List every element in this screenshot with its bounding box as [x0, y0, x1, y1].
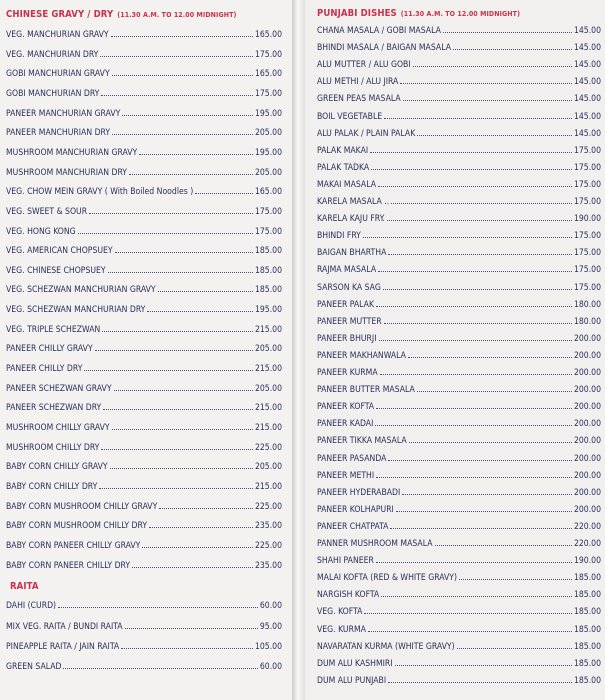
menu-item — [317, 470, 601, 482]
menu-item-price: 215.00 — [254, 324, 282, 335]
menu-item-price: 175.00 — [573, 248, 601, 259]
dot-leader — [129, 167, 253, 175]
menu-item-name: KARELA KAJU FRY. — [317, 214, 386, 225]
punjabi-section-heading: PUNJABI DISHES — [317, 8, 397, 19]
page-fold — [292, 0, 305, 700]
menu-item — [6, 363, 282, 375]
menu-item — [317, 162, 601, 174]
menu-item — [317, 401, 601, 413]
menu-item-price: 200.00 — [573, 470, 601, 481]
dot-leader — [390, 521, 572, 529]
menu-item — [317, 555, 601, 567]
menu-item-name: MUSHROOM CHILLY DRY — [6, 442, 100, 453]
menu-item-name: ALU MUTTER / ALU GOBI — [317, 60, 411, 71]
menu-item — [317, 299, 601, 311]
menu-item — [6, 88, 282, 100]
menu-item-name: BABY CORN MUSHROOM CHILLY GRAVY — [6, 501, 158, 512]
menu-item — [6, 520, 282, 532]
dot-leader — [139, 147, 253, 155]
menu-item — [6, 402, 282, 414]
menu-item-price: 215.00 — [254, 403, 282, 414]
dot-leader — [413, 59, 572, 67]
menu-item — [317, 624, 601, 636]
menu-item-price: 220.00 — [573, 539, 601, 549]
dot-leader — [435, 538, 572, 546]
menu-item — [317, 196, 601, 208]
menu-item — [317, 418, 601, 430]
dot-leader — [443, 25, 572, 33]
menu-item — [317, 179, 601, 191]
raita-section-heading: RAITA — [10, 581, 39, 593]
menu-item-price: 185.00 — [573, 624, 601, 635]
menu-item-name: DUM ALU KASHMIRI — [317, 658, 393, 669]
dot-leader — [111, 29, 253, 37]
menu-item — [317, 606, 601, 618]
menu-item-price: 200.00 — [573, 419, 601, 430]
menu-item-price: 215.00 — [254, 364, 282, 375]
menu-item-price: 145.00 — [573, 128, 601, 139]
dot-leader — [402, 487, 572, 495]
dot-leader — [375, 418, 572, 426]
menu-item-name: MAKAI MASALA — [317, 179, 377, 190]
menu-item — [317, 487, 601, 499]
menu-item-price: 195.00 — [254, 147, 282, 158]
menu-item-price: 185.00 — [573, 590, 601, 601]
menu-item-price: 165.00 — [254, 30, 282, 40]
menu-item-name: SHAHI PANEER — [317, 556, 374, 567]
menu-item-price: 185.00 — [573, 607, 601, 618]
menu-item-price: 145.00 — [573, 77, 601, 88]
dot-leader — [149, 520, 253, 528]
dot-leader — [403, 93, 572, 101]
dot-leader — [391, 196, 572, 204]
menu-item-price: 145.00 — [573, 26, 601, 36]
menu-item — [317, 504, 601, 516]
dot-leader — [132, 560, 253, 568]
dot-leader — [384, 111, 572, 119]
dot-leader — [122, 108, 253, 116]
menu-item — [6, 186, 282, 198]
dot-leader — [400, 76, 572, 84]
menu-item — [6, 540, 282, 552]
menu-item-name: PANNER MUSHROOM MASALA — [317, 539, 433, 549]
menu-item — [6, 284, 282, 296]
menu-item-name: MUSHROOM MANCHURIAN DRY — [6, 167, 128, 178]
menu-item — [6, 641, 282, 653]
menu-item — [317, 93, 601, 105]
dot-leader — [147, 304, 253, 312]
menu-item-name: VEG. TRIPLE SCHEZWAN — [6, 324, 101, 335]
dot-leader — [370, 145, 572, 153]
menu-item-name: KARELA MASALA .. — [317, 197, 390, 207]
dot-leader — [112, 422, 253, 430]
menu-item-name: MIX VEG. RAITA / BUNDI RAITA — [6, 621, 123, 632]
dot-leader — [78, 226, 253, 234]
menu-item-price: 175.00 — [573, 231, 601, 242]
menu-item-name: BABY CORN CHILLY GRAVY — [6, 462, 108, 473]
menu-item-price: 190.00 — [573, 214, 601, 225]
menu-item — [6, 206, 282, 218]
menu-item-name: PANEER BHURJI — [317, 333, 377, 344]
menu-item-name: MUSHROOM MANCHURIAN GRAVY — [6, 147, 138, 158]
menu-item — [6, 265, 282, 277]
menu-item-price: 145.00 — [573, 60, 601, 71]
dot-leader — [379, 333, 572, 341]
menu-item — [317, 350, 601, 362]
menu-item — [317, 59, 601, 71]
menu-item — [317, 230, 601, 242]
menu-item-price: 215.00 — [254, 423, 282, 433]
menu-item — [317, 316, 601, 328]
dot-leader — [121, 641, 253, 649]
menu-item-price: 200.00 — [573, 487, 601, 498]
dot-leader — [112, 127, 253, 135]
menu-item-price: 60.00 — [259, 601, 282, 612]
menu-item-price: 175.00 — [573, 162, 601, 173]
menu-item-price: 205.00 — [254, 383, 282, 394]
dot-leader — [457, 641, 572, 649]
menu-item — [317, 213, 601, 225]
dot-leader — [376, 470, 572, 478]
menu-item-name: PANEER CHILLY GRAVY — [6, 344, 93, 355]
menu-item — [6, 343, 282, 355]
right-column — [305, 0, 605, 700]
dot-leader — [363, 230, 572, 238]
menu-item-price: 175.00 — [573, 179, 601, 190]
menu-item-price: 225.00 — [254, 501, 282, 512]
dot-leader — [102, 324, 253, 332]
chinese-section-heading: CHINESE GRAVY / DRY — [6, 9, 114, 20]
menu-item-name: MUSHROOM CHILLY GRAVY — [6, 423, 110, 433]
menu-item-name: PANEER CHILLY DRY — [6, 364, 83, 375]
dot-leader — [376, 555, 572, 563]
menu-item-price: 185.00 — [254, 285, 282, 296]
menu-item-name: PANEER SCHEZWAN GRAVY — [6, 383, 112, 394]
menu-item-price: 200.00 — [573, 350, 601, 361]
menu-item — [317, 111, 601, 123]
menu-item-name: PANEER KOLHAPURI — [317, 504, 394, 515]
menu-item-name: PANEER PASANDA — [317, 453, 387, 464]
menu-item-price: 145.00 — [573, 111, 601, 122]
menu-item-name: PANEER HYDERABADI — [317, 487, 401, 498]
menu-item — [6, 68, 282, 80]
dot-leader — [114, 383, 253, 391]
menu-item — [317, 76, 601, 88]
menu-item — [317, 538, 601, 550]
menu-item-price: 175.00 — [573, 197, 601, 207]
menu-item-price: 215.00 — [254, 481, 282, 492]
menu-item-price: 145.00 — [573, 94, 601, 105]
menu-item-price: 200.00 — [573, 402, 601, 413]
menu-item — [6, 422, 282, 434]
menu-item — [317, 128, 601, 140]
menu-item-price: 225.00 — [254, 442, 282, 453]
menu-item — [6, 481, 282, 493]
menu-item — [317, 25, 601, 37]
menu-item-name: PANEER PALAK — [317, 299, 375, 310]
menu-item — [6, 127, 282, 139]
menu-item-name: SARSON KA SAG — [317, 282, 381, 293]
menu-item — [6, 501, 282, 513]
menu-item-name: VEG. AMERICAN CHOPSUEY — [6, 246, 113, 257]
dot-leader — [63, 661, 257, 669]
menu-item — [6, 383, 282, 395]
menu-item — [6, 600, 282, 612]
menu-item-name: PALAK TADKA — [317, 162, 370, 173]
dot-leader — [115, 245, 253, 253]
dot-leader — [383, 282, 572, 290]
menu-item-price: 175.00 — [254, 88, 282, 99]
menu-item — [317, 282, 601, 294]
dot-leader — [158, 284, 253, 292]
dot-leader — [376, 299, 572, 307]
dot-leader — [371, 162, 572, 170]
dot-leader — [388, 247, 572, 255]
menu-item-name: PANEER METHI — [317, 470, 375, 481]
menu-item-name: PANEER SCHEZWAN DRY — [6, 403, 102, 414]
menu-item — [317, 572, 601, 584]
menu-item-name: CHANA MASALA / GOBI MASALA — [317, 26, 441, 36]
menu-item-price: 145.00 — [573, 43, 601, 54]
dot-leader — [125, 621, 258, 629]
dot-leader — [376, 401, 572, 409]
menu-item-name: BABY CORN PANEER CHILLY DRY — [6, 560, 131, 571]
menu-item-price: 200.00 — [573, 385, 601, 396]
menu-item-name: GREEN SALAD — [6, 662, 62, 673]
menu-item-price: 190.00 — [573, 556, 601, 567]
dot-leader — [453, 42, 572, 50]
raita-section-title — [10, 581, 39, 592]
menu-item-name: MALAI KOFTA (RED & WHITE GRAVY) — [317, 573, 457, 584]
menu-item-price: 175.00 — [573, 265, 601, 276]
menu-item-name: GOBI MANCHURIAN DRY — [6, 88, 100, 99]
menu-item-price: 180.00 — [573, 316, 601, 327]
menu-item-name: PANEER KADAI — [317, 419, 374, 430]
menu-item-name: VEG. KURMA — [317, 624, 366, 635]
menu-item-price: 200.00 — [573, 368, 601, 378]
dot-leader — [387, 213, 572, 221]
menu-item-price: 175.00 — [573, 282, 601, 293]
dot-leader — [388, 453, 572, 461]
menu-item — [317, 435, 601, 447]
menu-item-price: 165.00 — [254, 187, 282, 198]
menu-item-name: VEG. HONG KONG — [6, 226, 76, 237]
menu-item-name: GOBI MANCHURIAN GRAVY — [6, 69, 110, 80]
menu-item-price: 200.00 — [573, 504, 601, 515]
menu-item-name: BOIL VEGETABLE — [317, 111, 383, 122]
menu-item-price: 200.00 — [573, 453, 601, 464]
punjabi-section-title — [317, 8, 520, 19]
punjabi-section-timing: (11.30 A.M. TO 12.00 MIDNIGHT) — [400, 10, 521, 18]
menu-item — [317, 453, 601, 465]
menu-item — [6, 461, 282, 473]
menu-item — [317, 247, 601, 259]
menu-item-price: 165.00 — [254, 69, 282, 80]
menu-item-price: 185.00 — [573, 675, 601, 686]
menu-item-name: PANEER MANCHURIAN DRY — [6, 128, 111, 139]
dot-leader — [89, 206, 253, 214]
menu-item — [317, 42, 601, 54]
dot-leader — [142, 540, 253, 548]
menu-item — [6, 324, 282, 336]
dot-leader — [101, 88, 253, 96]
dot-leader — [364, 606, 572, 614]
dot-leader — [417, 384, 572, 392]
menu-item — [317, 145, 601, 157]
menu-item-price: 105.00 — [254, 642, 282, 652]
menu-item-name: RAJMA MASALA — [317, 265, 377, 276]
menu-item-name: BABY CORN MUSHROOM CHILLY DRY — [6, 521, 148, 532]
menu-item-price: 175.00 — [573, 145, 601, 156]
menu-item-price: 205.00 — [254, 167, 282, 178]
dot-leader — [381, 589, 572, 597]
dot-leader — [409, 435, 572, 443]
menu-item-price: 235.00 — [254, 521, 282, 532]
menu-item — [6, 304, 282, 316]
menu-item — [317, 658, 601, 670]
dot-leader — [408, 350, 572, 358]
menu-item-name: BHINDI FRY — [317, 231, 361, 242]
menu-item-name: NARGISH KOFTA — [317, 590, 380, 601]
dot-leader — [159, 501, 253, 509]
menu-item-name: DAHI (CURD) — [6, 601, 57, 612]
menu-item — [6, 226, 282, 238]
menu-item — [317, 384, 601, 396]
dot-leader — [84, 363, 253, 371]
menu-item-price: 175.00 — [254, 226, 282, 237]
menu-item-price: 195.00 — [254, 108, 282, 119]
menu-item-price: 205.00 — [254, 128, 282, 139]
menu-item-price: 195.00 — [254, 305, 282, 316]
menu-item — [317, 675, 601, 687]
menu-item — [6, 29, 282, 41]
menu-item-price: 205.00 — [254, 344, 282, 355]
dot-leader — [380, 367, 572, 375]
dot-leader — [417, 128, 572, 136]
menu-item-name: VEG. MANCHURIAN GRAVY — [6, 30, 109, 40]
menu-item-name: PANEER MUTTER — [317, 316, 382, 327]
menu-item-name: PANEER TIKKA MASALA — [317, 436, 407, 447]
menu-item-name: PANEER MANCHURIAN GRAVY — [6, 108, 121, 119]
menu-item — [317, 367, 601, 379]
menu-item-price: 95.00 — [259, 621, 282, 632]
menu-item — [6, 621, 282, 633]
menu-item-price: 220.00 — [573, 521, 601, 532]
dot-leader — [112, 68, 253, 76]
menu-item-price: 235.00 — [254, 560, 282, 571]
menu-item-name: PANEER KURMA — [317, 368, 378, 378]
menu-item-name: BHINDI MASALA / BAIGAN MASALA — [317, 43, 451, 54]
menu-item-price: 200.00 — [573, 436, 601, 447]
menu-item — [6, 49, 282, 61]
dot-leader — [378, 179, 572, 187]
menu-item-price: 185.00 — [254, 246, 282, 257]
menu-item-name: PANEER KOFTA — [317, 402, 375, 413]
menu-item — [317, 589, 601, 601]
menu-item — [6, 167, 282, 179]
menu-item-name: VEG. KOFTA — [317, 607, 363, 618]
menu-item-price: 175.00 — [254, 49, 282, 60]
menu-item-price: 200.00 — [573, 333, 601, 344]
dot-leader — [395, 658, 572, 666]
menu-item-name: VEG. SCHEZWAN MANCHURIAN DRY — [6, 305, 146, 316]
dot-leader — [58, 600, 258, 608]
dot-leader — [101, 442, 253, 450]
menu-item-name: DUM ALU PUNJABI — [317, 675, 387, 686]
dot-leader — [368, 624, 572, 632]
chinese-section-title — [6, 9, 237, 20]
menu-item-price: 185.00 — [254, 265, 282, 276]
menu-item — [6, 245, 282, 257]
dot-leader — [384, 316, 572, 324]
menu-item-price: 185.00 — [573, 658, 601, 669]
dot-leader — [388, 675, 572, 683]
menu-item-price: 185.00 — [573, 641, 601, 652]
menu-item-price: 225.00 — [254, 540, 282, 551]
menu-item-name: ALU METHI / ALU JIRA — [317, 77, 399, 88]
menu-item — [6, 661, 282, 673]
menu-item-name: VEG. SCHEZWAN MANCHURIAN GRAVY — [6, 285, 156, 296]
menu-item — [6, 442, 282, 454]
menu-item — [317, 264, 601, 276]
menu-item — [317, 641, 601, 653]
menu-item-name: NAVARATAN KURMA (WHITE GRAVY) — [317, 641, 455, 652]
menu-item-price: 205.00 — [254, 462, 282, 473]
menu-item-name: VEG. CHOW MEIN GRAVY ( With Boiled Noodles ) — [6, 187, 194, 198]
dot-leader — [459, 572, 572, 580]
menu-item-price: 175.00 — [254, 206, 282, 217]
chinese-section-timing: (11.30 A.M. TO 12.00 MIDNIGHT) — [117, 11, 237, 19]
dot-leader — [103, 402, 253, 410]
menu-item — [317, 521, 601, 533]
dot-leader — [195, 186, 253, 194]
menu-item-name: VEG. CHINESE CHOPSUEY — [6, 265, 106, 276]
menu-item-name: VEG. MANCHURIAN DRY — [6, 49, 99, 60]
menu-item-name: PANEER BUTTER MASALA — [317, 385, 415, 396]
dot-leader — [108, 265, 253, 273]
menu-item-price: 180.00 — [573, 299, 601, 310]
menu-item-name: PANEER MAKHANWALA — [317, 350, 406, 361]
menu-item — [6, 147, 282, 159]
menu-item — [6, 560, 282, 572]
dot-leader — [378, 264, 572, 272]
dot-leader — [99, 481, 253, 489]
menu-item-name: VEG. SWEET & SOUR — [6, 206, 88, 217]
menu-item-name: GREEN PEAS MASALA — [317, 94, 401, 105]
menu-item-name: BABY CORN CHILLY DRY — [6, 481, 98, 492]
menu-item-name: ALU PALAK / PLAIN PALAK — [317, 128, 416, 139]
left-column — [0, 0, 292, 700]
menu-item-name: PANEER CHATPATA — [317, 521, 389, 532]
menu-item — [6, 108, 282, 120]
dot-leader — [396, 504, 572, 512]
menu-item-name: PALAK MAKAI — [317, 145, 369, 156]
menu-item-name: PINEAPPLE RAITA / JAIN RAITA — [6, 642, 120, 652]
menu-item-price: 60.00 — [259, 662, 282, 673]
menu-item-name: BAIGAN BHARTHA — [317, 248, 387, 259]
menu-item-name: BABY CORN PANEER CHILLY GRAVY — [6, 540, 141, 551]
menu-item — [317, 333, 601, 345]
dot-leader — [100, 49, 253, 57]
dot-leader — [110, 461, 253, 469]
menu-item-price: 185.00 — [573, 573, 601, 584]
dot-leader — [95, 343, 253, 351]
